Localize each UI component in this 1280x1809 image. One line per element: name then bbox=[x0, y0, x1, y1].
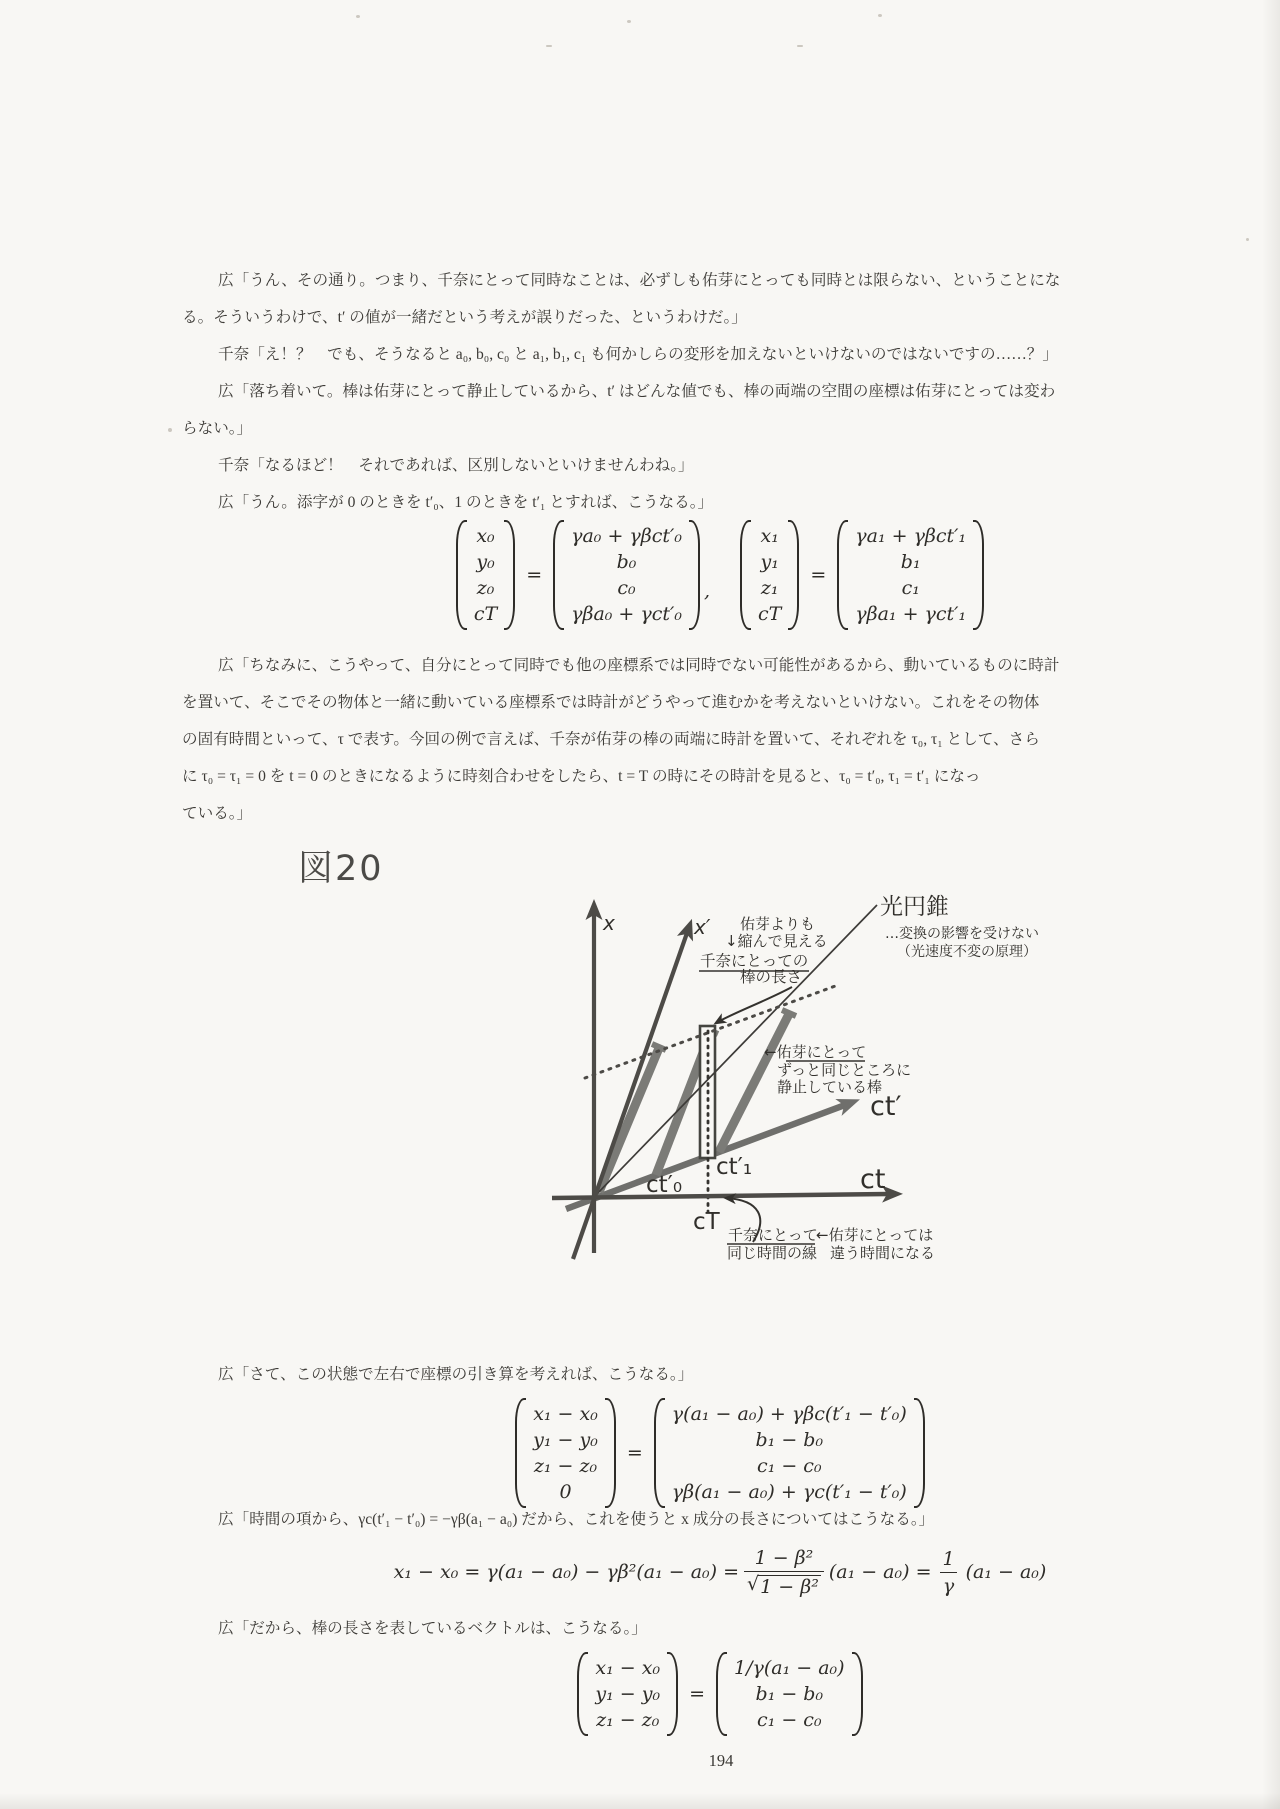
equals-sign: = bbox=[626, 1442, 643, 1464]
left-paren bbox=[577, 1652, 588, 1736]
equation-coordinate-difference bbox=[400, 1398, 1040, 1508]
eq3-mid: (a₁ − a₀) = bbox=[828, 1561, 932, 1583]
equals-sign: = bbox=[810, 564, 827, 586]
vector-row: z₁ bbox=[760, 577, 779, 599]
vector-row: x₁ − x₀ bbox=[595, 1657, 661, 1679]
scan-speck bbox=[1246, 238, 1249, 241]
dialogue-block-4 bbox=[182, 1501, 934, 1538]
vector-row: γβa₁ + γct′₁ bbox=[855, 603, 967, 625]
ct-prime-axis-label: ct′ bbox=[870, 1091, 902, 1122]
fraction-denominator: γ bbox=[940, 1572, 957, 1596]
vector-row: x₀ bbox=[476, 525, 495, 547]
vector-row: c₁ bbox=[901, 577, 920, 599]
right-paren bbox=[914, 1398, 925, 1508]
vector-row: γa₀ + γβct′₀ bbox=[571, 525, 682, 547]
dialogue-line: の固有時間といって、τ で表す。今回の例で言えば、千奈が佑芽の棒の両端に時計を置いて、それぞれを τ₀, τ₁ として、さら bbox=[182, 731, 1040, 748]
dialogue-line: 広「だから、棒の長さを表しているベクトルは、こうなる。」 bbox=[218, 1620, 647, 1637]
scan-speck bbox=[627, 20, 631, 23]
vector-row: z₀ bbox=[476, 577, 495, 599]
vector-right bbox=[716, 1652, 863, 1736]
vector-row: b₁ − b₀ bbox=[755, 1683, 824, 1705]
ct-axis-label: ct bbox=[860, 1164, 886, 1195]
dialogue-block-1 bbox=[182, 262, 1060, 521]
shrink-note-2: ↓縮んで見える bbox=[725, 932, 828, 950]
rest-rod-note-2: ずっと同じところに bbox=[777, 1061, 912, 1079]
figure-20-spacetime-diagram bbox=[440, 880, 1120, 1290]
vector-row: cT bbox=[758, 603, 782, 625]
equals-sign: = bbox=[526, 564, 543, 586]
eq3-rhs: (a₁ − a₀) bbox=[965, 1561, 1047, 1583]
tick-cT: cT bbox=[693, 1209, 720, 1235]
china-simultaneity-2: 同じ時間の線 bbox=[727, 1244, 818, 1262]
left-paren bbox=[716, 1652, 727, 1736]
dialogue-line: 広「ちなみに、こうやって、自分にとって同時でも他の座標系では同時でない可能性があるから、動いているものに時計 bbox=[218, 657, 1060, 674]
vector-row: c₀ bbox=[617, 577, 636, 599]
vector-left-0 bbox=[456, 520, 515, 630]
x-prime-axis bbox=[573, 933, 687, 1259]
x-axis-label: x bbox=[603, 911, 615, 935]
dialogue-block-5 bbox=[182, 1610, 647, 1647]
figure-label: 図20 bbox=[298, 849, 384, 889]
sqrt-radicand: 1 − β² bbox=[760, 1575, 819, 1598]
vector-row: x₁ bbox=[760, 525, 779, 547]
left-paren bbox=[654, 1398, 665, 1508]
vector-row: z₁ − z₀ bbox=[596, 1709, 660, 1731]
vector-row: b₀ bbox=[616, 551, 637, 573]
fraction-denominator bbox=[744, 1571, 824, 1597]
vector-right-1 bbox=[837, 520, 984, 630]
right-paren bbox=[605, 1398, 616, 1508]
china-simultaneity-1: 千奈にとって bbox=[728, 1226, 818, 1244]
dialogue-line: 広「うん、その通り。つまり、千奈にとって同時なことは、必ずしも佑芽にとっても同時とは限らない、ということにな bbox=[218, 272, 1061, 289]
left-paren bbox=[515, 1398, 526, 1508]
dialogue-line: 千奈「え！？ でも、そうなると a₀, b₀, c₀ と a₁, b₁, c₁ も何かしらの変形を加えないといけないのではないですの……？」 bbox=[218, 346, 1058, 363]
light-cone-title: 光円錐 bbox=[880, 894, 949, 920]
scan-speck bbox=[546, 45, 552, 47]
scan-speck bbox=[797, 45, 803, 47]
vector-row: y₁ − y₀ bbox=[595, 1683, 661, 1705]
equation-rod-length-vector bbox=[400, 1652, 1040, 1736]
right-paren bbox=[973, 520, 984, 630]
dialogue-line: 広「うん。添字が 0 のときを t′₀、1 のときを t′₁ とすれば、こうなる。」 bbox=[218, 494, 714, 511]
right-paren bbox=[788, 520, 799, 630]
dialogue-line: 広「落ち着いて。棒は佑芽にとって静止しているから、t′ はどんな値でも、棒の両端の空間の座標は佑芽にとっては変わ bbox=[218, 383, 1056, 400]
left-paren bbox=[553, 520, 564, 630]
left-paren bbox=[456, 520, 467, 630]
dialogue-line: を置いて、そこでその物体と一緒に動いている座標系では時計がどうやって進むかを考えないといけない。これをその物体 bbox=[182, 694, 1040, 711]
dialogue-line: 広「さて、この状態で左右で座標の引き算を考えれば、こうなる。」 bbox=[218, 1366, 694, 1383]
vector-row: γ(a₁ − a₀) + γβc(t′₁ − t′₀) bbox=[671, 1403, 907, 1425]
vector-row: b₁ − b₀ bbox=[755, 1429, 824, 1451]
equation-x-component-length bbox=[340, 1542, 1100, 1602]
page-edge-shadow-right bbox=[1262, 0, 1280, 1809]
rest-rod-note-1: ←佑芽にとって bbox=[764, 1043, 867, 1061]
vector-row: c₁ − c₀ bbox=[757, 1709, 822, 1731]
fraction-gamma bbox=[937, 1549, 961, 1596]
rest-rod-note-3: 静止している棒 bbox=[777, 1078, 883, 1096]
right-paren bbox=[689, 520, 700, 630]
x-prime-axis-label: x′ bbox=[694, 915, 711, 939]
right-paren bbox=[852, 1652, 863, 1736]
vector-row: γβa₀ + γct′₀ bbox=[571, 603, 682, 625]
vector-row: y₀ bbox=[476, 551, 495, 573]
vector-left bbox=[577, 1652, 678, 1736]
dialogue-line: ている。」 bbox=[182, 805, 253, 822]
page-edge-shadow-bottom bbox=[0, 1793, 1280, 1809]
vector-row: c₁ − c₀ bbox=[757, 1455, 822, 1477]
vector-row: 0 bbox=[559, 1481, 572, 1503]
equals-sign: = bbox=[689, 1683, 706, 1705]
vector-left bbox=[515, 1398, 616, 1508]
vector-row: y₁ − y₀ bbox=[533, 1429, 598, 1451]
china-rod-length-2: 棒の長さ bbox=[740, 968, 803, 986]
light-cone-note-1: …変換の影響を受けない bbox=[885, 926, 1039, 942]
left-paren bbox=[740, 520, 751, 630]
scan-speck bbox=[168, 428, 172, 432]
fraction-beta bbox=[744, 1548, 824, 1597]
yume-differ-1: ←佑芽にとっては bbox=[816, 1226, 934, 1244]
eq3-lhs: x₁ − x₀ = γ(a₁ − a₀) − γβ²(a₁ − a₀) = bbox=[393, 1561, 740, 1583]
light-cone-note-2: （光速度不変の原理） bbox=[897, 944, 1037, 960]
vector-row: 1/γ(a₁ − a₀) bbox=[734, 1657, 845, 1679]
china-rod-length-1: 千奈にとっての bbox=[700, 952, 809, 970]
sqrt-sign: √ bbox=[747, 1572, 760, 1595]
dialogue-line: に τ₀ = τ₁ = 0 を t = 0 のときになるように時刻合わせをしたら、t = T の時にその時計を見ると、τ₀ = t′₀, τ₁ = t′₁ になっ bbox=[182, 768, 981, 785]
equation-lorentz-endpoints bbox=[400, 520, 1040, 630]
vector-row: b₁ bbox=[900, 551, 921, 573]
tick-ct-prime-1: ct′₁ bbox=[716, 1154, 753, 1180]
vector-row: γβ(a₁ − a₀) + γc(t′₁ − t′₀) bbox=[671, 1481, 907, 1503]
dialogue-line: 千奈「なるほど！ それであれば、区別しないといけませんわね。」 bbox=[218, 457, 694, 474]
dialogue-line: る。そういうわけで、t′ の値が一緒だという考えが誤りだった、というわけだ。」 bbox=[182, 309, 747, 326]
vector-row: z₁ − z₀ bbox=[533, 1455, 598, 1477]
dialogue-block-3 bbox=[182, 1356, 693, 1393]
shrink-note-1: 佑芽よりも bbox=[740, 915, 816, 933]
yume-differ-2: 違う時間になる bbox=[830, 1244, 936, 1262]
vector-row: γa₁ + γβct′₁ bbox=[855, 525, 967, 547]
scan-speck bbox=[878, 14, 882, 17]
dialogue-block-2 bbox=[182, 647, 1059, 832]
comma: , bbox=[703, 580, 711, 602]
vector-right-0 bbox=[553, 520, 700, 630]
vector-row: x₁ − x₀ bbox=[533, 1403, 598, 1425]
right-paren bbox=[504, 520, 515, 630]
fraction-numerator: 1 bbox=[942, 1547, 955, 1570]
tick-ct-prime-0: ct′₀ bbox=[646, 1172, 683, 1198]
vector-row: cT bbox=[473, 603, 498, 625]
left-paren bbox=[837, 520, 848, 630]
fraction-numerator: 1 − β² bbox=[754, 1546, 814, 1569]
vector-row: y₁ bbox=[760, 551, 779, 573]
vector-right bbox=[654, 1398, 925, 1508]
dialogue-line: 広「時間の項から、γc(t′₁ − t′₀) = −γβ(a₁ − a₀) だから、これを使うと x 成分の長さについてはこうなる。」 bbox=[218, 1511, 935, 1528]
page-number: 194 bbox=[708, 1751, 734, 1770]
vector-left-1 bbox=[740, 520, 799, 630]
dialogue-line: らない。」 bbox=[182, 420, 253, 437]
scan-speck bbox=[356, 15, 360, 18]
right-paren bbox=[667, 1652, 678, 1736]
